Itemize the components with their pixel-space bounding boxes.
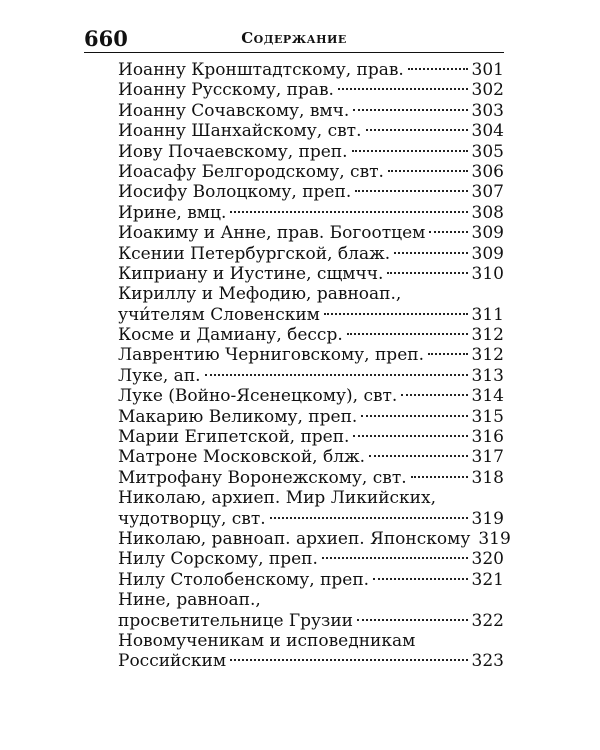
toc-entry [118, 264, 504, 284]
toc-entry [118, 366, 504, 386]
toc-entry [118, 386, 504, 406]
page-header [84, 26, 504, 50]
toc-entry-title: Макарию Великому, преп. [118, 406, 358, 427]
toc-entry-title: Николаю, равноап. архиеп. Японскому [118, 528, 471, 549]
toc-entry [118, 182, 504, 202]
dot-leader [394, 252, 467, 254]
toc-entry-title: учи́телям Словенским [118, 304, 320, 325]
toc-page-number: 323 [471, 651, 504, 672]
toc-page-number: 312 [471, 345, 504, 366]
toc-page-number: 304 [471, 121, 504, 142]
toc-entry [118, 528, 511, 549]
toc-line [118, 468, 504, 488]
toc-page-number: 322 [471, 610, 504, 631]
toc-line [118, 264, 504, 284]
toc-entry [118, 590, 504, 631]
toc-entry-title: Марии Египетской, преп. [118, 427, 350, 448]
toc-page-number: 310 [471, 263, 504, 284]
toc-entry-title: Луке, ап. [118, 365, 201, 386]
toc-line [118, 427, 504, 447]
toc-entry [118, 549, 504, 569]
dot-leader [355, 190, 467, 192]
toc-entry [118, 142, 504, 162]
toc-entry [118, 427, 504, 447]
toc-entry-title: Луке (Войно-Ясенецкому), свт. [118, 386, 398, 407]
toc-page-number: 305 [471, 141, 504, 162]
toc-entry-title: Иоанну Русскому, прав. [118, 80, 334, 101]
toc-page-number: 319 [471, 508, 504, 529]
dot-leader [205, 374, 468, 376]
page-number: 660 [84, 26, 128, 51]
toc-entry-title: Ксении Петербургской, блаж. [118, 243, 391, 264]
toc-page-number: 318 [471, 467, 504, 488]
toc-line [118, 447, 504, 467]
toc-line [118, 488, 504, 508]
toc-entry-title: Нине, равноап., [118, 590, 261, 611]
toc-line [118, 407, 504, 427]
toc-page-number: 301 [471, 60, 504, 80]
toc-line [118, 244, 504, 264]
toc-page-number: 312 [471, 325, 504, 346]
toc-entry [118, 407, 504, 427]
toc-entry-title: Киприану и Иустине, сщмчч. [118, 263, 384, 284]
toc-line [118, 611, 504, 631]
toc-entry-title: просветительнице Грузии [118, 610, 353, 631]
toc-page-number: 309 [471, 243, 504, 264]
toc-entry-title: Иоасафу Белгородскому, свт. [118, 161, 384, 182]
toc-line [118, 162, 504, 182]
toc-entry [118, 284, 504, 325]
toc-entry-title: Николаю, архиеп. Мир Ликийских, [118, 488, 436, 509]
toc-page-number: 303 [471, 100, 504, 121]
toc-entry [118, 223, 504, 243]
toc-page-number: 306 [471, 161, 504, 182]
dot-leader [352, 150, 468, 152]
toc-page-number: 316 [471, 427, 504, 448]
toc-entry [118, 447, 504, 467]
toc-entry [118, 121, 504, 141]
dot-leader [338, 88, 468, 90]
dot-leader [230, 659, 467, 661]
toc-line [118, 142, 504, 162]
toc-entry-title: Кириллу и Мефодию, равноап., [118, 284, 402, 305]
toc-line [118, 223, 504, 243]
dot-leader [373, 578, 467, 580]
toc-entry [118, 162, 504, 182]
toc-line [118, 528, 511, 549]
toc-line [118, 284, 504, 304]
toc-line [118, 80, 504, 100]
dot-leader [361, 415, 467, 417]
dot-leader [387, 272, 467, 274]
toc-line [118, 509, 504, 529]
dot-leader [347, 333, 468, 335]
toc-entry-title: Нилу Столобенскому, преп. [118, 569, 370, 590]
toc-entry [118, 345, 504, 365]
toc-page-number: 307 [471, 182, 504, 203]
dot-leader [411, 476, 468, 478]
toc-entry [118, 244, 504, 264]
toc-line [118, 386, 504, 406]
dot-leader [324, 313, 468, 315]
toc-entry-title: Митрофану Воронежскому, свт. [118, 467, 407, 488]
dot-leader [322, 557, 468, 559]
toc-line [118, 549, 504, 569]
toc-entry-title: Нилу Сорскому, преп. [118, 549, 318, 570]
dot-leader [353, 435, 467, 437]
toc-entry-title: Иоанну Кронштадтскому, прав. [118, 60, 404, 80]
toc-entry-title: Иову Почаевскому, преп. [118, 141, 348, 162]
toc-line [118, 590, 504, 610]
toc-entry [118, 203, 504, 223]
toc-page-number: 308 [471, 202, 504, 223]
toc-entry-title: Новомученикам и исповедникам [118, 630, 416, 651]
dot-leader [408, 68, 468, 70]
dot-leader [357, 619, 468, 621]
dot-leader [366, 129, 468, 131]
toc-entry [118, 101, 504, 121]
toc-entry-title: Иоакиму и Анне, прав. Богоотцем [118, 223, 426, 244]
toc-entry [118, 468, 504, 488]
dot-leader [270, 517, 468, 519]
dot-leader [353, 109, 467, 111]
toc-line [118, 101, 504, 121]
toc-page-number: 314 [471, 386, 504, 407]
toc-page-number: 319 [478, 528, 511, 549]
toc-page-number: 313 [471, 365, 504, 386]
toc-line [118, 366, 504, 386]
toc-line [118, 60, 504, 80]
toc-line [118, 182, 504, 202]
toc-entry-title: Лаврентию Черниговскому, преп. [118, 345, 424, 366]
toc-line [118, 121, 504, 141]
toc-page-number: 311 [471, 304, 504, 325]
toc-line [118, 325, 504, 345]
dot-leader [369, 455, 467, 457]
dot-leader [401, 394, 467, 396]
toc-entry [118, 325, 504, 345]
toc-line [118, 203, 504, 223]
toc-entry-title: чудотворцу, свт. [118, 508, 266, 529]
toc-entry [118, 80, 504, 100]
toc-entry-title: Матроне Московской, блж. [118, 447, 366, 468]
dot-leader [388, 170, 468, 172]
toc-entry [118, 60, 504, 80]
toc-page-number: 321 [471, 569, 504, 590]
toc-entry [118, 631, 504, 672]
toc-entry [118, 570, 504, 590]
toc-page-number: 315 [471, 406, 504, 427]
toc-entry-title: Иоанну Шанхайскому, свт. [118, 121, 362, 142]
toc-line [118, 631, 504, 651]
toc-page-number: 309 [471, 223, 504, 244]
toc-line [118, 345, 504, 365]
dot-leader [428, 353, 468, 355]
toc-entry-title: Ирине, вмц. [118, 202, 227, 223]
toc-entry-title: Косме и Дамиану, бесср. [118, 325, 343, 346]
dot-leader [429, 231, 467, 233]
toc-entry-title: Иоанну Сочавскому, вмч. [118, 100, 350, 121]
toc-page-number: 320 [471, 549, 504, 570]
toc-page-number: 317 [471, 447, 504, 468]
toc-entry-title: Иосифу Волоцкому, преп. [118, 182, 352, 203]
table-of-contents [118, 60, 511, 672]
dot-leader [230, 211, 467, 213]
header-rule [84, 52, 504, 53]
toc-entry-title: Российским [118, 651, 227, 672]
toc-line [118, 570, 504, 590]
toc-line [118, 651, 504, 671]
toc-page-number: 302 [471, 80, 504, 101]
toc-line [118, 305, 504, 325]
toc-entry [118, 488, 504, 529]
running-head-title: Содержание [241, 29, 347, 47]
